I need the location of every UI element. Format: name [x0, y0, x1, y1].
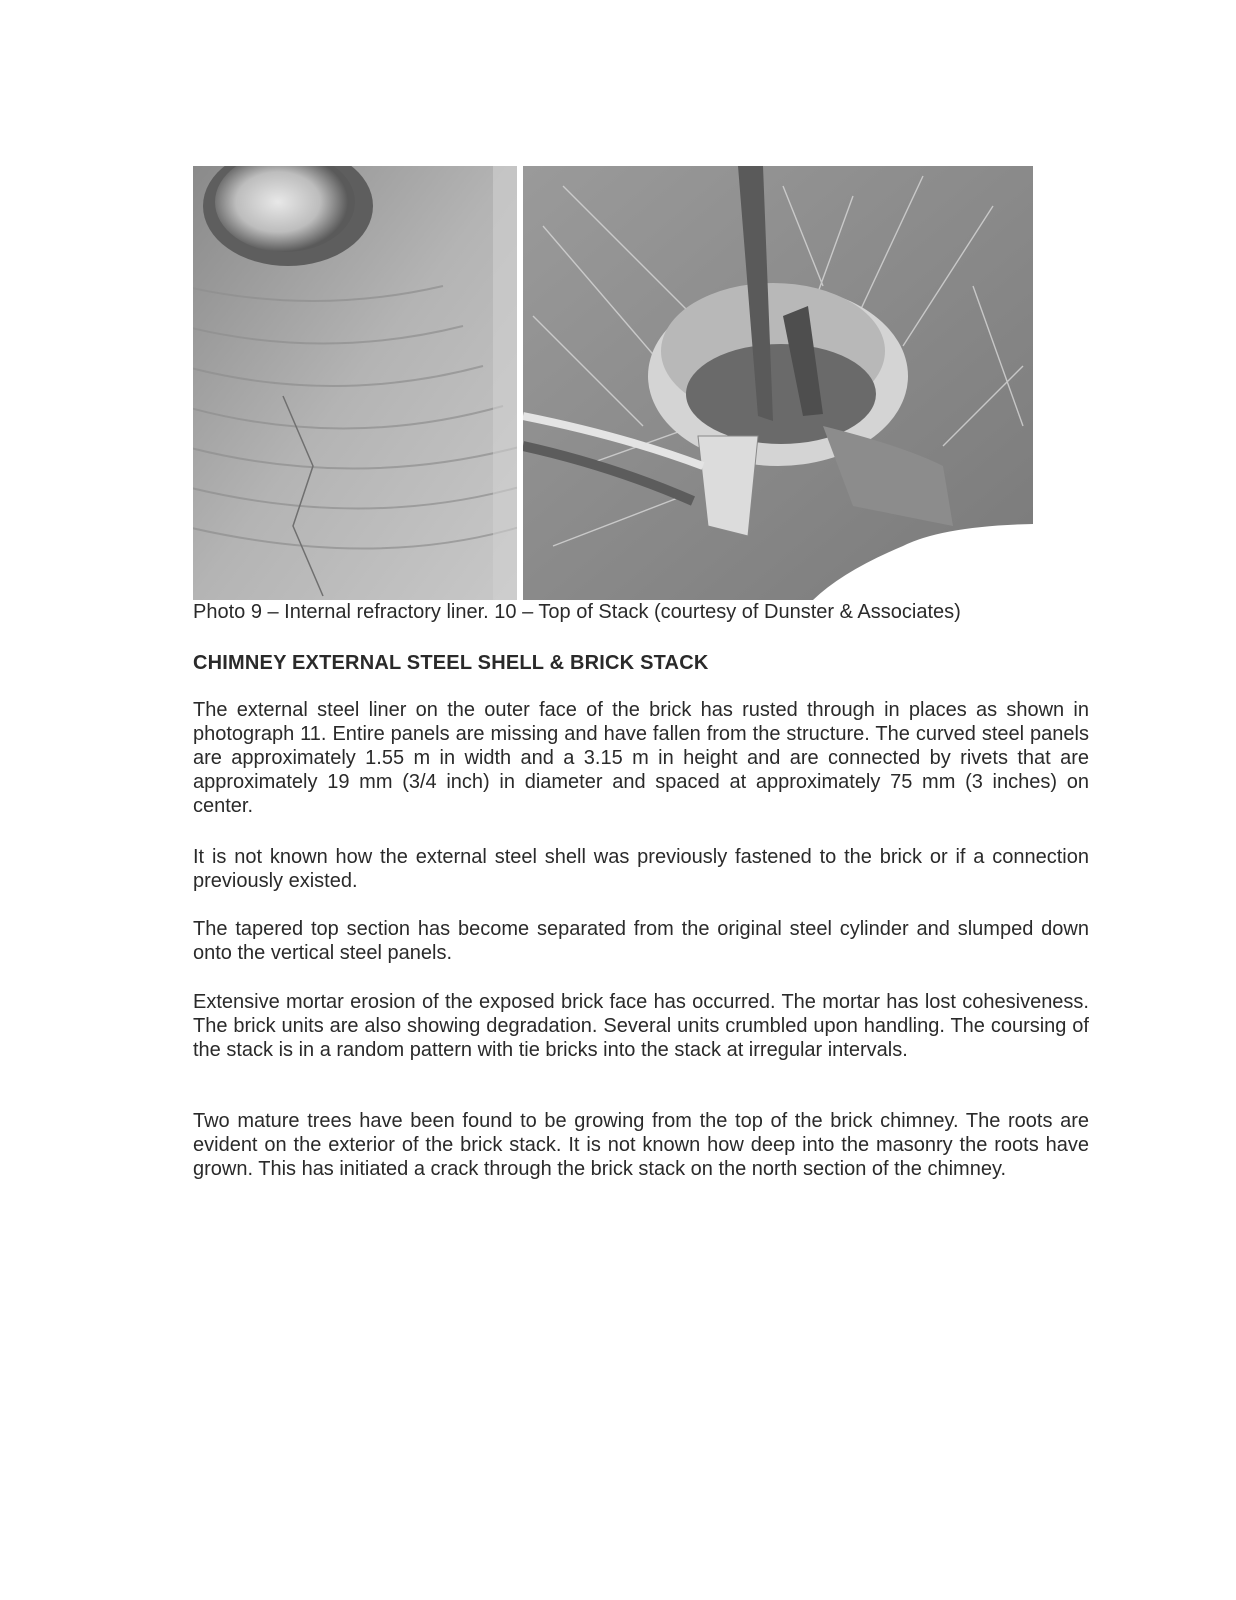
photo-caption: Photo 9 – Internal refractory liner. 10 – Top of Stack (courtesy of Dunster & Associates): [193, 601, 961, 623]
paragraph-steel-liner: The external steel liner on the outer face of the brick has rusted through in places as shown in photograph 11. Entire panels are missing and have fallen from the structure. The curved steel panels are approximately 1.55 m in width and a 3.15 m in height and are connected by rivets that are approximately 19 mm (3/4 inch) in diameter and spaced at approximately 75 mm (3 inches) on center.: [193, 699, 1089, 817]
photo-refractory-liner-image: [193, 166, 517, 600]
photo-pair: [193, 166, 1033, 600]
photo-top-of-stack-image: [523, 166, 1033, 600]
paragraph-shell-fastening: It is not known how the external steel shell was previously fastened to the brick or if a connection previously existed.: [193, 846, 1089, 892]
photo-internal-refractory-liner: [193, 166, 517, 600]
paragraph-tapered-top: The tapered top section has become separated from the original steel cylinder and slumped down onto the vertical steel panels.: [193, 918, 1089, 964]
paragraph-mature-trees: Two mature trees have been found to be growing from the top of the brick chimney. The roots are evident on the exterior of the brick stack. It is not known how deep into the masonry the roots have grown. This has initiated a crack through the brick stack on the north section of the chimney.: [193, 1110, 1089, 1180]
photo-top-of-stack: [523, 166, 1033, 600]
section-heading: CHIMNEY EXTERNAL STEEL SHELL & BRICK STACK: [193, 652, 709, 674]
paragraph-mortar-erosion: Extensive mortar erosion of the exposed brick face has occurred. The mortar has lost cohesiveness. The brick units are also showing degradation. Several units crumbled upon handling. The coursing of the stack is in a random pattern with tie bricks into the stack at irregular intervals.: [193, 991, 1089, 1061]
